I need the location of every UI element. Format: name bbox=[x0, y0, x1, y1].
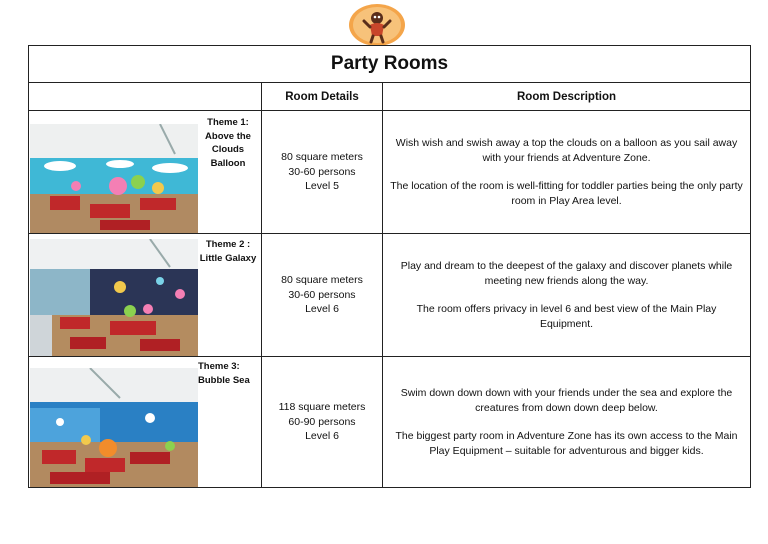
room-level: Level 6 bbox=[305, 430, 339, 443]
description-paragraph: The biggest party room in Adventure Zone has its own access to the Main Play Equipment – suitable for adventurous and bigger kids. bbox=[395, 430, 738, 457]
table-row bbox=[29, 234, 751, 357]
table-row bbox=[29, 111, 751, 234]
description-paragraph: The room offers privacy in level 6 and best view of the Main Play Equipment. bbox=[416, 303, 717, 330]
theme-cell bbox=[29, 234, 262, 357]
description-paragraph: The location of the room is well-fitting for toddler parties being the only party room in Play Area level. bbox=[390, 180, 743, 207]
room-size: 118 square meters bbox=[278, 401, 366, 414]
page-title: Party Rooms bbox=[29, 46, 751, 83]
room-size: 80 square meters bbox=[281, 274, 363, 287]
room-details bbox=[262, 111, 383, 234]
room-details bbox=[262, 234, 383, 357]
party-rooms-table bbox=[28, 45, 751, 488]
room-details bbox=[262, 357, 383, 488]
room-description bbox=[383, 111, 751, 234]
room-description bbox=[383, 234, 751, 357]
theme-cell bbox=[29, 111, 262, 234]
room-photo-little-galaxy bbox=[30, 239, 198, 356]
description-paragraph: Play and dream to the deepest of the galaxy and discover planets while meeting new friends along the way. bbox=[400, 260, 733, 287]
theme-label: Theme 2 : Little Galaxy bbox=[199, 239, 257, 264]
column-header-theme bbox=[29, 83, 262, 111]
table-row bbox=[29, 357, 751, 488]
column-header-room-details: Room Details bbox=[262, 83, 383, 111]
room-photo-bubble-sea bbox=[30, 368, 198, 487]
room-capacity: 30-60 persons bbox=[288, 165, 356, 178]
room-level: Level 5 bbox=[305, 180, 339, 193]
room-capacity: 30-60 persons bbox=[288, 288, 356, 301]
theme-label: Theme 3: Bubble Sea bbox=[198, 361, 250, 386]
theme-label: Theme 1: Above the Clouds Balloon bbox=[205, 117, 251, 169]
description-paragraph: Swim down down down with your friends under the sea and explore the creatures from down down deep below. bbox=[400, 387, 733, 414]
room-level: Level 6 bbox=[305, 303, 339, 316]
column-header-room-description: Room Description bbox=[383, 83, 751, 111]
description-paragraph: Wish wish and swish away a top the clouds on a balloon as you sail away with your friends at Adventure Zone. bbox=[395, 137, 738, 164]
theme-cell bbox=[29, 357, 262, 488]
room-size: 80 square meters bbox=[281, 151, 363, 164]
room-capacity: 60-90 persons bbox=[288, 415, 356, 428]
room-description bbox=[383, 357, 751, 488]
room-photo-clouds-balloon bbox=[30, 124, 198, 233]
brand-logo bbox=[348, 3, 406, 47]
